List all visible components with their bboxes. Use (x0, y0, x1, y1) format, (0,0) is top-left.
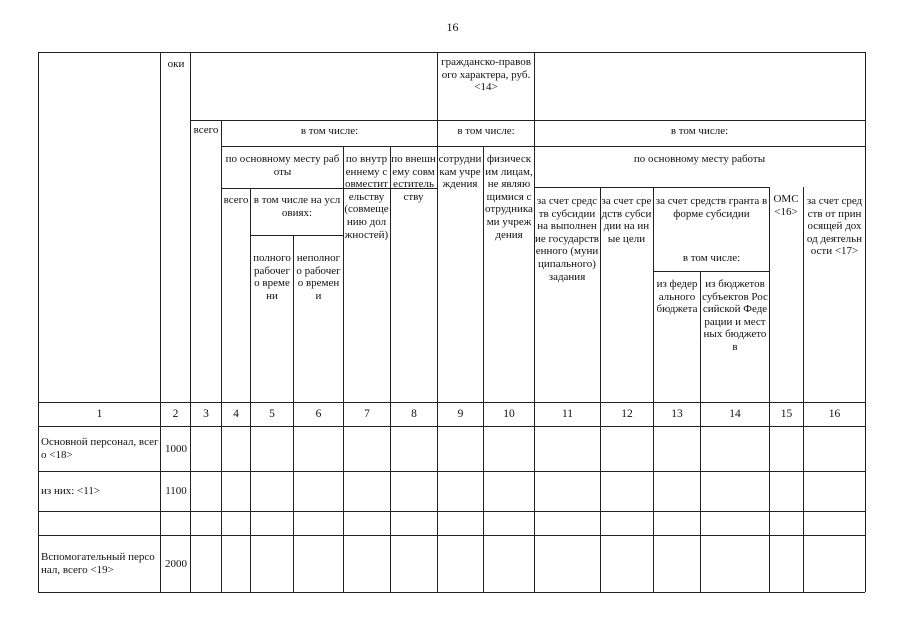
header-vsego: всего (193, 124, 219, 136)
row-label: из них: <11> (41, 485, 101, 498)
row-code: 2000 (165, 557, 187, 570)
column-number-6: 6 (315, 408, 322, 421)
header-nepolnogo: неполного рабочего времени (296, 252, 341, 302)
column-number-7: 7 (364, 408, 370, 421)
header-fiz-lica: физическим лицам, не являющимися сотрудниками учреждения (485, 153, 533, 241)
header-v-tom-chisle-1: в том числе: (300, 125, 359, 137)
row-code: 1100 (165, 485, 187, 498)
header-po-vnesh: по внешнему совместительству (391, 153, 436, 203)
column-number-3: 3 (203, 408, 209, 421)
column-number-14: 14 (729, 408, 741, 421)
header-vsego2: всего (223, 194, 249, 206)
header-po-osn-mestu-1: по основному месту работы (225, 153, 340, 178)
header-sotr-uchr: сотрудникам учреждения (438, 153, 482, 191)
header-oms: ОМС <16> (773, 193, 799, 218)
column-number-2: 2 (172, 408, 179, 421)
column-number-10: 10 (503, 408, 515, 421)
page-number: 16 (446, 20, 459, 34)
column-number-12: 12 (621, 408, 633, 421)
header-gpc: гражданско-правового характера, руб. <14> (441, 56, 531, 94)
header-subs-inye: за счет средств субсидии на иные цели (601, 195, 652, 245)
header-v-tom-chisle-usl: в том числе на условиях: (253, 194, 341, 219)
row-label (41, 513, 159, 534)
column-number-16: 16 (828, 408, 841, 421)
header-po-osn-mestu-2: по основному месту работы (633, 153, 766, 165)
header-po-vnutr: по внутреннему совместительству (совмещению должностей) (344, 153, 389, 241)
header-fed-budget: из федерального бюджета (656, 278, 698, 316)
row-code: 1000 (165, 442, 187, 455)
column-number-11: 11 (561, 408, 574, 421)
header-polnogo: полного рабочего времени (253, 252, 291, 302)
header-subs-gz: за счет средств субсидии на выполнение государственного (муниципального) задания (535, 195, 599, 283)
column-number-9: 9 (457, 408, 464, 421)
column-number-13: 13 (671, 408, 683, 421)
column-number-1: 1 (96, 408, 103, 421)
header-grant: за счет средств гранта в форме субсидии (655, 195, 768, 220)
row-label: Основной персонал, всего <18> (41, 436, 159, 461)
column-number-15: 15 (780, 408, 793, 421)
row-label: Вспомогательный персонал, всего <19> (41, 551, 155, 576)
column-number-5: 5 (269, 408, 275, 421)
header-reg-budget: из бюджетов субъектов Российской Федерации и местных бюджетов (702, 278, 768, 353)
header-prinos: за счет средств от приносящей доход деятельности <17> (806, 195, 863, 258)
column-number-4: 4 (233, 408, 239, 421)
staff-payroll-table (38, 52, 865, 592)
header-v-tom-chisle-2: в том числе: (457, 125, 515, 137)
header-v-tom-chisle-3: в том числе: (670, 125, 729, 137)
row-code (162, 513, 190, 534)
column-number-8: 8 (411, 408, 417, 421)
header-oki: оки (167, 58, 185, 70)
header-v-tom-chisle-grant: в том числе: (682, 252, 741, 264)
